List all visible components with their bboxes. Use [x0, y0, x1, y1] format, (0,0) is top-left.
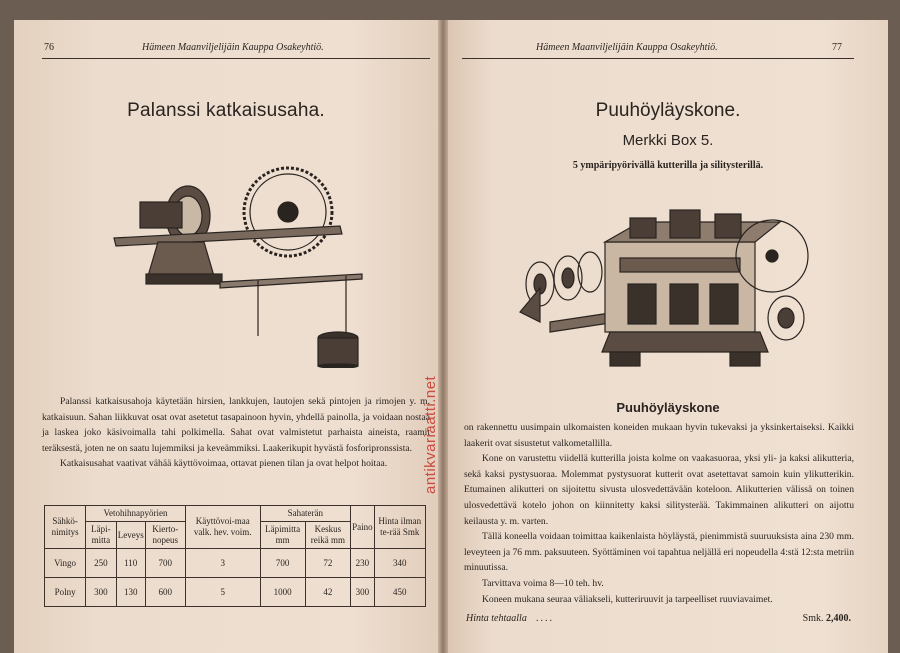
th-blade-diameter: Läpimitta mm — [260, 522, 305, 549]
left-header-rule — [42, 58, 430, 59]
table-cell: 5 — [185, 578, 260, 607]
table-cell: 42 — [305, 578, 350, 607]
table-cell: 700 — [260, 549, 305, 578]
th-price: Hinta ilman te-rää Smk — [374, 506, 425, 549]
price-line — [466, 613, 851, 624]
price-amount: 2,400. — [826, 613, 851, 624]
table-cell: 300 — [351, 578, 375, 607]
table-cell: 130 — [116, 578, 145, 607]
book-gutter — [438, 20, 448, 653]
th-weight: Paino — [351, 506, 375, 549]
table-cell: 340 — [374, 549, 425, 578]
table-cell: 72 — [305, 549, 350, 578]
watermark-text: antikvariaatti.net — [422, 375, 439, 494]
price-leader: .... — [536, 613, 554, 624]
th-blade-hole: Keskus reikä mm — [305, 522, 350, 549]
table-cell: 600 — [145, 578, 185, 607]
description-paragraph: Katkaisusahat vaativat vähää käyttövoimaa, ottavat pienen tilan ja ovat helpot hoitaa. — [60, 458, 388, 470]
price-value — [803, 613, 851, 624]
th-type: Sähkö-nimitys — [45, 506, 86, 549]
planing-machine-illustration — [510, 192, 810, 378]
table-cell: 110 — [116, 549, 145, 578]
tagline: 5 ympäripyörivällä kutterilla ja silitysterillä. — [572, 160, 764, 171]
table-cell: Vingo — [45, 549, 86, 578]
left-description — [42, 394, 430, 472]
table-row — [45, 578, 426, 607]
th-belt-speed: Kierto-nopeus — [145, 522, 185, 549]
table-cell: 450 — [374, 578, 425, 607]
left-page — [14, 20, 438, 653]
right-running-head: Hämeen Maanviljelijäin Kauppa Osakeyhtiö. — [536, 42, 718, 53]
table-cell: Polny — [45, 578, 86, 607]
table-row — [45, 549, 426, 578]
right-header-rule — [462, 58, 854, 59]
th-belt-diameter: Läpi-mitta — [86, 522, 117, 549]
body-paragraph: Tarvittava voima 8—10 teh. hv. — [482, 577, 604, 589]
circular-saw-illustration — [110, 146, 366, 368]
th-belt-group: Vetohihnapyörien — [86, 506, 186, 522]
price-currency: Smk. — [802, 613, 824, 624]
section-title: Puuhöyläyskone — [616, 400, 720, 415]
watermark-stamp — [406, 264, 439, 494]
body-paragraph: Koneen mukana seuraa väliakseli, kutteriruuvit ja tarpeelliset ruuviavaimet. — [482, 593, 773, 605]
body-paragraph: on rakennettu uusimpain ulkomaisten koneiden mukaan hyvin tukevaksi ja yksinkertaiseksi. Kaikki laakerit ovat sisustetut valkometallilla. — [464, 422, 854, 449]
spec-table — [44, 505, 426, 607]
right-body — [464, 420, 854, 607]
body-paragraph: Tällä koneella voidaan toimittaa kaikenlaista höyläystä, pienimmistä suuruuksista aina 230 mm. leveyteen ja 76 mm. paksuuteen. Syöttäminen voi tapahtua neljällä eri nopeudella 4:stä 12:sta metriin minuutissa. — [464, 531, 854, 574]
table-cell: 300 — [86, 578, 117, 607]
model-label: Merkki Box 5. — [622, 132, 714, 149]
th-blade-group: Sahaterän — [260, 506, 351, 522]
right-page — [448, 20, 888, 653]
left-page-title: Palanssi katkaisusaha. — [127, 100, 325, 121]
right-page-number: 77 — [832, 42, 842, 53]
table-cell: 230 — [351, 549, 375, 578]
table-cell: 250 — [86, 549, 117, 578]
description-paragraph: Palanssi katkaisusahoja käytetään hirsien, lankkujen, lautojen sekä pintojen ja rimojen y. m. katkaisuun. Sahan liikkuvat osat ovat asetetut tasapainoon hyvin, yhdellä painolla, ja voidaan nostaa ja laskea joko käsivoimalla tahi polkimella. Sahat ovat valmistetut parhaista aineista, raamit teräksestä, joten ne on saatu lujemmiksi ja keveämmiksi. Laakerikupit hyvästä fosforipronssista. — [42, 396, 430, 454]
table-cell: 1000 — [260, 578, 305, 607]
body-paragraph: Kone on varustettu viidellä kutterilla joista kolme on vaakasuoraa, yksi yli- ja kaksi alikutteria, sekä kaksi pystysuoraa. Molemmat pystysuorat kutterit ovat asetettavat samoin kuin ylikutterikin. Etumainen alikutteri on sijoitettu sivusta ulosvedettävään koteloon. Alikutterien välissä on toinen ulosvedettävä kotelo johon on kiinnitetty kaksi silitysterää. Takimmainen alikutteri on aijottu keilausta y. m. varten. — [464, 453, 854, 527]
left-running-head: Hämeen Maanviljelijäin Kauppa Osakeyhtiö. — [142, 42, 324, 53]
left-page-number: 76 — [44, 42, 54, 53]
price-label: Hinta tehtaalla — [466, 613, 527, 624]
table-cell: 700 — [145, 549, 185, 578]
table-cell: 3 — [185, 549, 260, 578]
th-power: Käyttövoi-maa valk. hev. voim. — [185, 506, 260, 549]
right-page-title: Puuhöyläyskone. — [595, 100, 741, 121]
th-belt-width: Leveys — [116, 522, 145, 549]
